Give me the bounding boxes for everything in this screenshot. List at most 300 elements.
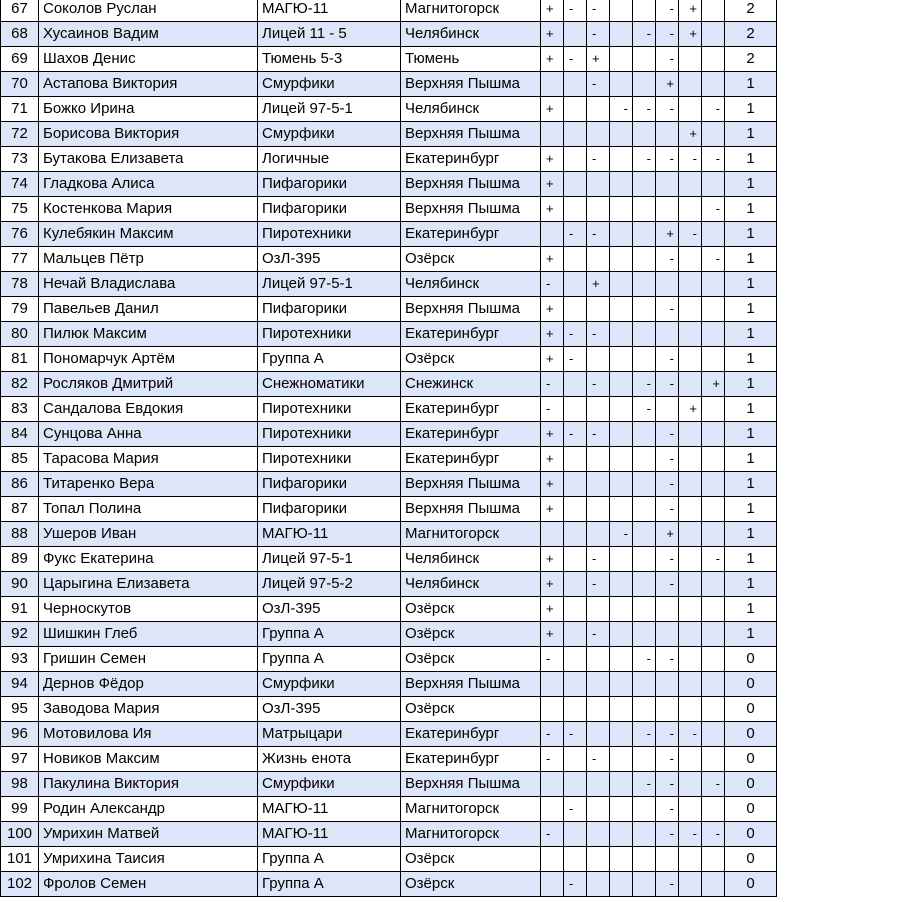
problem-mark-cell: + <box>587 47 610 72</box>
table-row <box>1 722 777 747</box>
table-row <box>1 122 777 147</box>
problem-mark-cell: - <box>633 397 656 422</box>
problem-mark-cell <box>702 722 725 747</box>
problem-mark-cell: + <box>541 472 564 497</box>
participant-name-cell: Гладкова Алиса <box>39 172 258 197</box>
score-cell: 1 <box>725 322 777 347</box>
problem-mark-cell <box>564 647 587 672</box>
participant-name-cell: Фролов Семен <box>39 872 258 897</box>
problem-mark-cell: + <box>679 397 702 422</box>
problem-mark-cell: - <box>656 772 679 797</box>
problem-mark-cell <box>633 197 656 222</box>
problem-mark-cell <box>633 0 656 22</box>
table-row <box>1 622 777 647</box>
problem-mark-cell: - <box>656 572 679 597</box>
score-cell: 1 <box>725 97 777 122</box>
problem-mark-cell <box>633 172 656 197</box>
problem-mark-cell: - <box>656 372 679 397</box>
problem-mark-cell: - <box>679 147 702 172</box>
participant-name-cell: Титаренко Вера <box>39 472 258 497</box>
participant-name-cell: Кулебякин Максим <box>39 222 258 247</box>
problem-mark-cell: - <box>633 372 656 397</box>
problem-mark-cell: + <box>541 0 564 22</box>
problem-mark-cell: + <box>541 422 564 447</box>
problem-mark-cell: - <box>702 822 725 847</box>
problem-mark-cell <box>702 872 725 897</box>
problem-mark-cell <box>564 497 587 522</box>
problem-mark-cell <box>587 872 610 897</box>
problem-mark-cell: - <box>656 647 679 672</box>
row-number-cell: 80 <box>1 322 39 347</box>
problem-mark-cell: - <box>702 247 725 272</box>
problem-mark-cell: + <box>541 172 564 197</box>
score-cell: 1 <box>725 447 777 472</box>
row-number-cell: 99 <box>1 797 39 822</box>
problem-mark-cell <box>541 672 564 697</box>
problem-mark-cell <box>633 472 656 497</box>
team-cell: Пиротехники <box>258 397 401 422</box>
problem-mark-cell <box>587 347 610 372</box>
table-row <box>1 147 777 172</box>
problem-mark-cell <box>679 297 702 322</box>
city-cell: Екатеринбург <box>401 447 541 472</box>
problem-mark-cell <box>633 72 656 97</box>
problem-mark-cell: + <box>679 22 702 47</box>
participant-name-cell: Хусаинов Вадим <box>39 22 258 47</box>
problem-mark-cell <box>587 822 610 847</box>
problem-mark-cell <box>610 247 633 272</box>
problem-mark-cell <box>610 847 633 872</box>
city-cell: Озёрск <box>401 597 541 622</box>
problem-mark-cell <box>702 797 725 822</box>
problem-mark-cell <box>541 72 564 97</box>
problem-mark-cell <box>633 422 656 447</box>
score-cell: 1 <box>725 397 777 422</box>
score-cell: 0 <box>725 747 777 772</box>
table-row <box>1 547 777 572</box>
problem-mark-cell: - <box>656 347 679 372</box>
participant-name-cell: Пилюк Максим <box>39 322 258 347</box>
team-cell: Пиротехники <box>258 222 401 247</box>
row-number-cell: 78 <box>1 272 39 297</box>
problem-mark-cell <box>702 747 725 772</box>
table-row <box>1 422 777 447</box>
problem-mark-cell <box>564 672 587 697</box>
participant-name-cell: Росляков Дмитрий <box>39 372 258 397</box>
problem-mark-cell: - <box>587 322 610 347</box>
score-cell: 1 <box>725 572 777 597</box>
team-cell: Смурфики <box>258 72 401 97</box>
problem-mark-cell <box>702 522 725 547</box>
row-number-cell: 96 <box>1 722 39 747</box>
problem-mark-cell: - <box>656 822 679 847</box>
problem-mark-cell <box>564 147 587 172</box>
problem-mark-cell <box>564 22 587 47</box>
city-cell: Екатеринбург <box>401 747 541 772</box>
team-cell: Смурфики <box>258 122 401 147</box>
problem-mark-cell <box>564 122 587 147</box>
row-number-cell: 87 <box>1 497 39 522</box>
problem-mark-cell: - <box>656 547 679 572</box>
problem-mark-cell: - <box>656 22 679 47</box>
problem-mark-cell: - <box>564 47 587 72</box>
score-cell: 2 <box>725 22 777 47</box>
problem-mark-cell: - <box>656 0 679 22</box>
problem-mark-cell <box>587 122 610 147</box>
team-cell: ОзЛ-395 <box>258 697 401 722</box>
participant-name-cell: Соколов Руслан <box>39 0 258 22</box>
problem-mark-cell <box>610 822 633 847</box>
team-cell: Лицей 97-5-1 <box>258 97 401 122</box>
problem-mark-cell <box>564 822 587 847</box>
problem-mark-cell <box>679 447 702 472</box>
participant-name-cell: Умрихин Матвей <box>39 822 258 847</box>
problem-mark-cell <box>564 372 587 397</box>
score-cell: 1 <box>725 272 777 297</box>
problem-mark-cell: - <box>656 797 679 822</box>
problem-mark-cell <box>702 0 725 22</box>
city-cell: Екатеринбург <box>401 147 541 172</box>
problem-mark-cell: - <box>702 547 725 572</box>
team-cell: Матрыцари <box>258 722 401 747</box>
problem-mark-cell <box>702 272 725 297</box>
problem-mark-cell <box>610 0 633 22</box>
problem-mark-cell <box>702 222 725 247</box>
problem-mark-cell <box>587 397 610 422</box>
score-cell: 2 <box>725 0 777 22</box>
problem-mark-cell <box>656 322 679 347</box>
participant-name-cell: Мотовилова Ия <box>39 722 258 747</box>
problem-mark-cell <box>587 797 610 822</box>
problem-mark-cell <box>587 472 610 497</box>
score-cell: 1 <box>725 72 777 97</box>
problem-mark-cell <box>633 497 656 522</box>
problem-mark-cell <box>587 697 610 722</box>
participant-name-cell: Божко Ирина <box>39 97 258 122</box>
problem-mark-cell: - <box>702 772 725 797</box>
team-cell: ОзЛ-395 <box>258 247 401 272</box>
problem-mark-cell: - <box>587 72 610 97</box>
problem-mark-cell <box>564 522 587 547</box>
table-row <box>1 572 777 597</box>
score-cell: 0 <box>725 847 777 872</box>
city-cell: Тюмень <box>401 47 541 72</box>
problem-mark-cell <box>610 772 633 797</box>
table-row <box>1 522 777 547</box>
city-cell: Верхняя Пышма <box>401 472 541 497</box>
team-cell: Пифагорики <box>258 172 401 197</box>
row-number-cell: 75 <box>1 197 39 222</box>
problem-mark-cell: - <box>587 222 610 247</box>
problem-mark-cell <box>633 547 656 572</box>
problem-mark-cell <box>679 572 702 597</box>
problem-mark-cell <box>564 172 587 197</box>
table-row <box>1 747 777 772</box>
problem-mark-cell <box>679 622 702 647</box>
problem-mark-cell <box>564 197 587 222</box>
score-cell: 1 <box>725 147 777 172</box>
problem-mark-cell <box>587 197 610 222</box>
row-number-cell: 90 <box>1 572 39 597</box>
problem-mark-cell <box>610 47 633 72</box>
problem-mark-cell <box>541 797 564 822</box>
problem-mark-cell: + <box>541 197 564 222</box>
problem-mark-cell <box>702 447 725 472</box>
score-cell: 0 <box>725 872 777 897</box>
score-cell: 1 <box>725 172 777 197</box>
problem-mark-cell <box>610 697 633 722</box>
city-cell: Озёрск <box>401 647 541 672</box>
problem-mark-cell: - <box>587 0 610 22</box>
participant-name-cell: Ушеров Иван <box>39 522 258 547</box>
problem-mark-cell <box>564 247 587 272</box>
score-cell: 0 <box>725 772 777 797</box>
problem-mark-cell <box>656 622 679 647</box>
problem-mark-cell: - <box>656 722 679 747</box>
problem-mark-cell <box>564 697 587 722</box>
city-cell: Магнитогорск <box>401 822 541 847</box>
problem-mark-cell <box>702 497 725 522</box>
row-number-cell: 81 <box>1 347 39 372</box>
city-cell: Челябинск <box>401 547 541 572</box>
problem-mark-cell: - <box>656 47 679 72</box>
table-row <box>1 22 777 47</box>
team-cell: МАГЮ-11 <box>258 0 401 22</box>
score-cell: 0 <box>725 697 777 722</box>
team-cell: Пиротехники <box>258 447 401 472</box>
problem-mark-cell <box>679 522 702 547</box>
participant-name-cell: Царыгина Елизавета <box>39 572 258 597</box>
participant-name-cell: Тарасова Мария <box>39 447 258 472</box>
problem-mark-cell: - <box>633 647 656 672</box>
row-number-cell: 72 <box>1 122 39 147</box>
team-cell: Группа А <box>258 647 401 672</box>
problem-mark-cell <box>633 347 656 372</box>
problem-mark-cell <box>564 747 587 772</box>
team-cell: Группа А <box>258 347 401 372</box>
team-cell: Лицей 97-5-1 <box>258 547 401 572</box>
problem-mark-cell: - <box>587 422 610 447</box>
problem-mark-cell: - <box>587 747 610 772</box>
problem-mark-cell <box>610 422 633 447</box>
participant-name-cell: Астапова Виктория <box>39 72 258 97</box>
city-cell: Екатеринбург <box>401 222 541 247</box>
problem-mark-cell <box>564 472 587 497</box>
table-row <box>1 597 777 622</box>
problem-mark-cell <box>633 297 656 322</box>
row-number-cell: 73 <box>1 147 39 172</box>
problem-mark-cell <box>633 747 656 772</box>
participant-name-cell: Нечай Владислава <box>39 272 258 297</box>
problem-mark-cell <box>587 447 610 472</box>
problem-mark-cell <box>587 597 610 622</box>
participant-name-cell: Пакулина Виктория <box>39 772 258 797</box>
problem-mark-cell <box>633 672 656 697</box>
problem-mark-cell <box>633 322 656 347</box>
row-number-cell: 84 <box>1 422 39 447</box>
problem-mark-cell <box>702 347 725 372</box>
problem-mark-cell <box>610 722 633 747</box>
participant-name-cell: Новиков Максим <box>39 747 258 772</box>
problem-mark-cell <box>679 347 702 372</box>
score-cell: 2 <box>725 47 777 72</box>
table-row <box>1 647 777 672</box>
table-row <box>1 697 777 722</box>
problem-mark-cell <box>610 72 633 97</box>
problem-mark-cell: + <box>541 572 564 597</box>
problem-mark-cell <box>610 372 633 397</box>
team-cell: Группа А <box>258 847 401 872</box>
problem-mark-cell: - <box>702 97 725 122</box>
team-cell: МАГЮ-11 <box>258 522 401 547</box>
row-number-cell: 91 <box>1 597 39 622</box>
participant-name-cell: Борисова Виктория <box>39 122 258 147</box>
problem-mark-cell <box>679 647 702 672</box>
problem-mark-cell <box>610 322 633 347</box>
problem-mark-cell <box>633 847 656 872</box>
score-cell: 0 <box>725 822 777 847</box>
row-number-cell: 76 <box>1 222 39 247</box>
city-cell: Озёрск <box>401 247 541 272</box>
problem-mark-cell <box>679 422 702 447</box>
problem-mark-cell <box>610 172 633 197</box>
table-row <box>1 397 777 422</box>
row-number-cell: 94 <box>1 672 39 697</box>
problem-mark-cell: - <box>564 347 587 372</box>
problem-mark-cell <box>679 547 702 572</box>
city-cell: Озёрск <box>401 872 541 897</box>
problem-mark-cell <box>679 172 702 197</box>
row-number-cell: 95 <box>1 697 39 722</box>
table-row <box>1 322 777 347</box>
problem-mark-cell <box>541 847 564 872</box>
problem-mark-cell <box>610 22 633 47</box>
team-cell: Лицей 97-5-1 <box>258 272 401 297</box>
participant-name-cell: Пономарчук Артём <box>39 347 258 372</box>
row-number-cell: 97 <box>1 747 39 772</box>
problem-mark-cell <box>679 497 702 522</box>
participant-name-cell: Шишкин Глеб <box>39 622 258 647</box>
problem-mark-cell <box>610 872 633 897</box>
city-cell: Озёрск <box>401 347 541 372</box>
table-row <box>1 247 777 272</box>
problem-mark-cell <box>610 147 633 172</box>
problem-mark-cell <box>541 522 564 547</box>
problem-mark-cell <box>610 497 633 522</box>
problem-mark-cell: - <box>587 572 610 597</box>
city-cell: Верхняя Пышма <box>401 772 541 797</box>
city-cell: Озёрск <box>401 622 541 647</box>
problem-mark-cell <box>610 272 633 297</box>
problem-mark-cell: - <box>656 447 679 472</box>
problem-mark-cell: + <box>656 522 679 547</box>
problem-mark-cell: - <box>564 872 587 897</box>
problem-mark-cell: + <box>656 72 679 97</box>
problem-mark-cell: + <box>541 22 564 47</box>
city-cell: Верхняя Пышма <box>401 197 541 222</box>
table-row <box>1 447 777 472</box>
team-cell: Пиротехники <box>258 422 401 447</box>
problem-mark-cell <box>702 22 725 47</box>
team-cell: МАГЮ-11 <box>258 822 401 847</box>
participant-name-cell: Умрихина Таисия <box>39 847 258 872</box>
score-cell: 1 <box>725 597 777 622</box>
problem-mark-cell <box>610 447 633 472</box>
problem-mark-cell <box>702 597 725 622</box>
problem-mark-cell: + <box>541 247 564 272</box>
row-number-cell: 83 <box>1 397 39 422</box>
table-row <box>1 472 777 497</box>
row-number-cell: 82 <box>1 372 39 397</box>
problem-mark-cell <box>564 297 587 322</box>
problem-mark-cell <box>679 772 702 797</box>
team-cell: Тюмень 5-3 <box>258 47 401 72</box>
city-cell: Озёрск <box>401 847 541 872</box>
team-cell: МАГЮ-11 <box>258 797 401 822</box>
table-row <box>1 72 777 97</box>
problem-mark-cell <box>679 597 702 622</box>
problem-mark-cell <box>702 622 725 647</box>
problem-mark-cell <box>633 247 656 272</box>
problem-mark-cell <box>679 797 702 822</box>
problem-mark-cell <box>587 247 610 272</box>
problem-mark-cell <box>564 72 587 97</box>
participant-name-cell: Черноскутов <box>39 597 258 622</box>
table-row <box>1 772 777 797</box>
problem-mark-cell: + <box>541 322 564 347</box>
problem-mark-cell: + <box>541 97 564 122</box>
problem-mark-cell <box>633 447 656 472</box>
problem-mark-cell: - <box>564 422 587 447</box>
results-rows <box>1 0 777 897</box>
problem-mark-cell: + <box>541 622 564 647</box>
city-cell: Екатеринбург <box>401 322 541 347</box>
city-cell: Челябинск <box>401 572 541 597</box>
problem-mark-cell: - <box>541 272 564 297</box>
row-number-cell: 70 <box>1 72 39 97</box>
team-cell: Лицей 11 - 5 <box>258 22 401 47</box>
row-number-cell: 89 <box>1 547 39 572</box>
problem-mark-cell <box>633 47 656 72</box>
problem-mark-cell <box>633 572 656 597</box>
city-cell: Озёрск <box>401 697 541 722</box>
table-row <box>1 222 777 247</box>
problem-mark-cell: - <box>656 247 679 272</box>
team-cell: Группа А <box>258 872 401 897</box>
team-cell: Жизнь енота <box>258 747 401 772</box>
problem-mark-cell <box>679 697 702 722</box>
problem-mark-cell: + <box>679 122 702 147</box>
problem-mark-cell <box>656 847 679 872</box>
row-number-cell: 69 <box>1 47 39 72</box>
city-cell: Верхняя Пышма <box>401 297 541 322</box>
row-number-cell: 92 <box>1 622 39 647</box>
row-number-cell: 74 <box>1 172 39 197</box>
problem-mark-cell <box>702 672 725 697</box>
score-cell: 1 <box>725 122 777 147</box>
score-cell: 0 <box>725 672 777 697</box>
problem-mark-cell <box>633 797 656 822</box>
score-cell: 1 <box>725 472 777 497</box>
problem-mark-cell: + <box>541 47 564 72</box>
problem-mark-cell <box>679 72 702 97</box>
problem-mark-cell <box>610 747 633 772</box>
problem-mark-cell: - <box>564 797 587 822</box>
problem-mark-cell <box>541 697 564 722</box>
participant-name-cell: Павельев Данил <box>39 297 258 322</box>
problem-mark-cell <box>702 472 725 497</box>
table-row <box>1 847 777 872</box>
